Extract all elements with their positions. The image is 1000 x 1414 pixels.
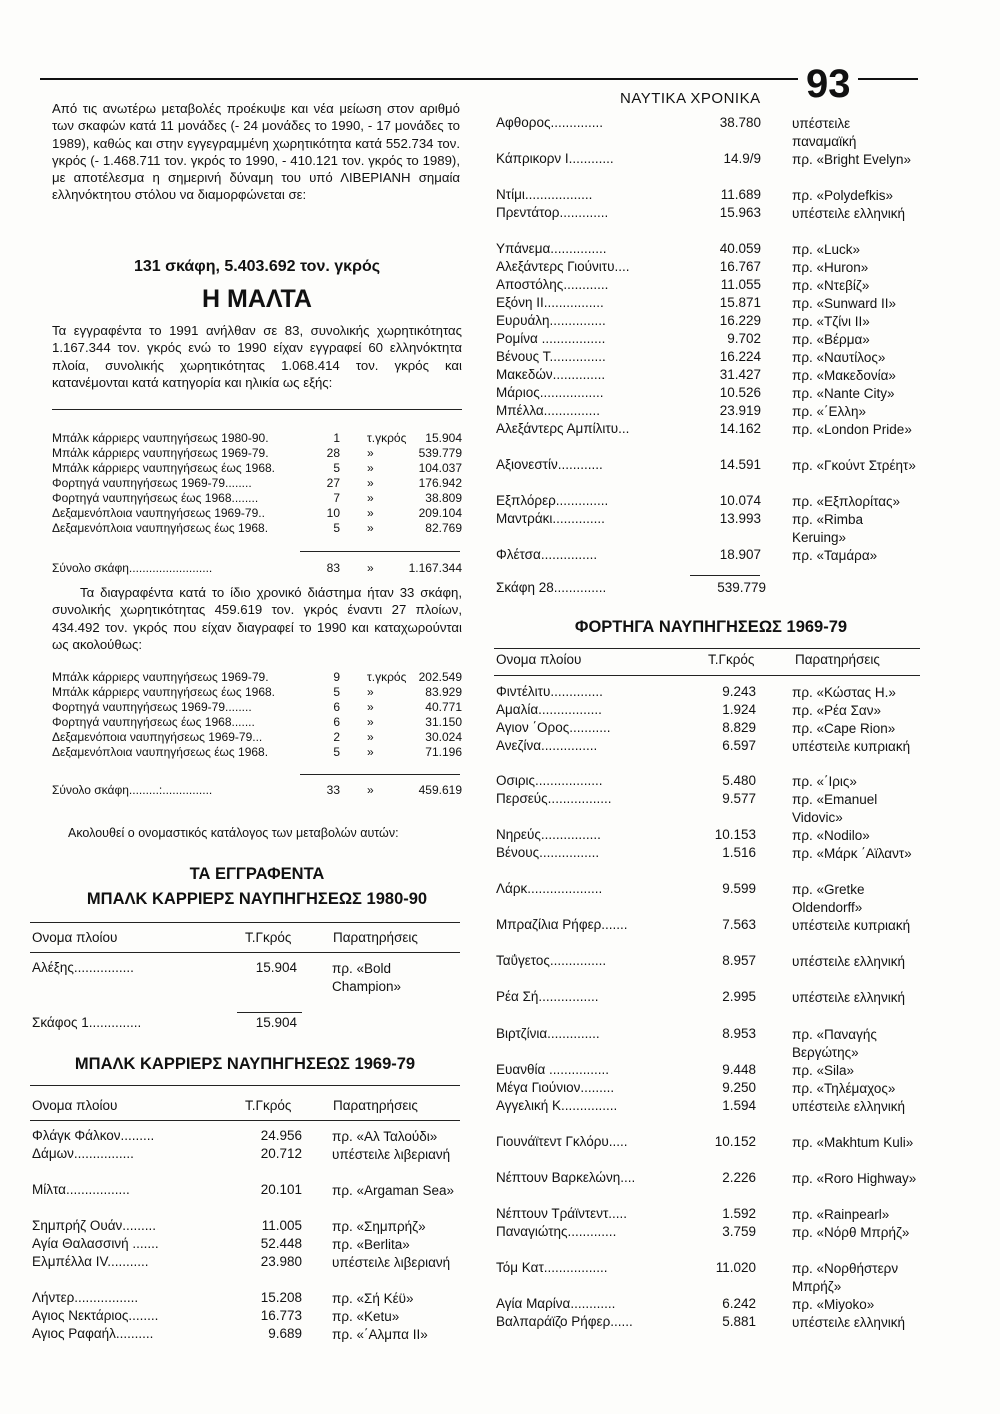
ship-note: πρ. «Makhtum Kuli» xyxy=(792,1135,914,1150)
ship-name: Οσιρις.................. xyxy=(496,773,603,788)
ship-grt: 11.005 xyxy=(261,1218,302,1233)
ship-count: 6 xyxy=(333,715,340,729)
ship-note: πρ. «΄Αλμπα ΙΙ» xyxy=(332,1327,428,1342)
ship-name: Αγιος Ραφαήλ.......... xyxy=(32,1326,154,1341)
ship-name: Αλέξης................ xyxy=(32,960,134,975)
ship-note: πρ. «Gretke Oldendorff» xyxy=(792,882,865,915)
unit-label: » xyxy=(367,685,374,699)
summary-row xyxy=(52,730,462,745)
total-grt: 539.779 xyxy=(717,580,766,595)
ship-note: πρ. «Ναυτίλος» xyxy=(792,350,886,365)
ship-grt: 1.592 xyxy=(722,1206,756,1221)
ship-note: πρ. «Rainpearl» xyxy=(792,1207,890,1222)
ship-name: Βένους................ xyxy=(496,845,600,860)
col-notes-header: Παρατηρήσεις xyxy=(333,930,418,945)
ship-note: υπέστειλε ελληνική xyxy=(792,1315,905,1330)
total-label: Σκάφη 28.............. xyxy=(496,580,607,595)
ship-note: πρ. «΄Ελλη» xyxy=(792,404,867,419)
ship-name: Φλέτσα............... xyxy=(496,547,598,562)
summary-row xyxy=(52,521,462,536)
ship-name: Ρέα Σή................ xyxy=(496,989,599,1004)
ship-grt: 1.924 xyxy=(722,702,756,717)
ship-note: πρ. «Nante City» xyxy=(792,386,895,401)
ship-grt: 8.957 xyxy=(722,953,756,968)
ship-grt: 1.516 xyxy=(722,845,756,860)
ship-note: πρ. «Κώστας Η.» xyxy=(792,685,896,700)
ship-grt: 13.993 xyxy=(719,511,761,526)
grt-value: 38.809 xyxy=(425,491,462,505)
ship-note: πρ. «Ketu» xyxy=(332,1309,400,1324)
summary-row xyxy=(52,700,462,715)
ship-note: υπέστειλε κυπριακή xyxy=(792,918,911,933)
bulk-1969-79-title: ΜΠΑΛΚ ΚΑΡΡΙΕΡΣ ΝΑΥΠΗΓΗΣΕΩΣ 1969-79 xyxy=(74,1055,416,1073)
grt-value: 15.904 xyxy=(425,431,462,445)
ship-name: Γιουνάϊτεντ Γκλόρυ..... xyxy=(496,1134,628,1149)
ship-note: πρ. «Αλ Ταλούδι» xyxy=(332,1129,438,1144)
summary-row xyxy=(52,685,462,700)
ship-grt: 14.162 xyxy=(719,421,761,436)
ship-count: 9 xyxy=(333,670,340,684)
ship-note: υπέστειλε ελληνική xyxy=(792,206,905,221)
ship-name: Νηρεύς................ xyxy=(496,827,601,842)
cargo-title: ΦΟΡΤΗΓΑ ΝΑΥΠΗΓΗΣΕΩΣ 1969-79 xyxy=(574,618,848,636)
registered-summary-total xyxy=(52,561,462,576)
unit-label: » xyxy=(367,476,374,490)
ship-note: πρ. «Ντεβίζ» xyxy=(792,278,870,293)
ship-grt: 40.059 xyxy=(719,241,761,256)
ship-note: πρ. «Rimba Keruing» xyxy=(792,512,864,545)
ship-name: Αγία Θαλασσινή ....... xyxy=(32,1236,159,1251)
total-value: 1.167.344 xyxy=(408,561,462,575)
ship-grt: 16.773 xyxy=(260,1308,302,1323)
grt-value: 202.549 xyxy=(418,670,462,684)
unit-label: τ.γκρός xyxy=(367,431,407,445)
ship-note: πρ. «Polydefkis» xyxy=(792,188,894,203)
ship-note: πρ. «Βέρμα» xyxy=(792,332,870,347)
table3-rule-top xyxy=(494,648,920,649)
summary-rule-total xyxy=(300,551,460,552)
ship-grt: 52.448 xyxy=(260,1236,302,1251)
unit-label: » xyxy=(367,715,374,729)
ship-grt: 1.594 xyxy=(722,1098,756,1113)
ship-note: υπέστειλε ελληνική xyxy=(792,990,905,1005)
table1-rule-header xyxy=(30,952,460,953)
ship-grt: 8.829 xyxy=(722,720,756,735)
ship-count: 10 xyxy=(326,506,340,520)
ship-count: 5 xyxy=(333,461,340,475)
col-grt-header: Τ.Γκρός xyxy=(245,1098,292,1113)
ship-grt: 6.242 xyxy=(722,1296,756,1311)
fleet-total: 131 σκάφη, 5.403.692 τον. γκρός xyxy=(133,258,381,275)
ship-note: πρ. «Sila» xyxy=(792,1063,855,1078)
grt-value: 40.771 xyxy=(425,700,462,714)
ship-grt: 16.767 xyxy=(719,259,761,274)
ship-grt: 9.577 xyxy=(722,791,756,806)
ship-grt: 9.243 xyxy=(722,684,756,699)
table2-rule-top xyxy=(30,1085,460,1086)
deleted-summary xyxy=(52,670,462,760)
registered-heading-line1: ΤΑ ΕΓΓΡΑΦΕΝΤΑ xyxy=(189,865,325,883)
ship-note: πρ. «Σημπρήζ» xyxy=(332,1219,426,1234)
col-grt-header: Τ.Γκρός xyxy=(245,930,292,945)
ship-grt: 15.904 xyxy=(255,960,297,975)
ship-name: Τόμ Κατ................. xyxy=(496,1260,608,1275)
category-label: Φορτηγά ναυπηγήσεως έως 1968........ xyxy=(52,491,259,505)
ship-name: Εξόνη ΙΙ................ xyxy=(496,295,604,310)
ship-name: Περσεύς................. xyxy=(496,791,612,806)
ship-name: Αξιονεστίν............ xyxy=(496,457,603,472)
total-value: 459.619 xyxy=(418,783,462,797)
category-label: Μπάλκ κάρριερς ναυπηγήσεως έως 1968. xyxy=(52,685,276,699)
ship-note: υπέστειλε παναμαϊκή xyxy=(792,116,857,149)
ship-grt: 15.963 xyxy=(719,205,761,220)
ship-name: Αποστόλης............ xyxy=(496,277,609,292)
ship-grt: 10.152 xyxy=(714,1134,756,1149)
summary-row xyxy=(52,506,462,521)
category-label: Φορτηγά ναυπηγήσεως 1969-79........ xyxy=(52,700,252,714)
grt-value: 82.769 xyxy=(425,521,462,535)
ship-name: Αλεξάντερς Γιούνιτυ.... xyxy=(496,259,630,274)
grt-value: 209.104 xyxy=(418,506,462,520)
total-label: Σύνολο σκάφη.........:............... xyxy=(52,783,213,797)
page-number: 93 xyxy=(806,62,851,106)
category-label: Μπάλκ κάρριερς ναυπηγήσεως 1969-79. xyxy=(52,670,269,684)
ship-note: πρ. «Εξπλορίτας» xyxy=(792,494,901,509)
right-total-rule xyxy=(690,575,760,576)
ship-grt: 18.907 xyxy=(719,547,761,562)
summary-row xyxy=(52,476,462,491)
grt-value: 31.150 xyxy=(425,715,462,729)
ship-grt: 14.591 xyxy=(719,457,761,472)
unit-label: τ.γκρός xyxy=(367,670,407,684)
ship-name: Ρομίνα ................. xyxy=(496,331,606,346)
unit-label: » xyxy=(367,506,374,520)
intro-paragraph: Από τις ανωτέρω μεταβολές προέκυψε και νέα μείωση στον αριθμό των σκαφών κατά 11 μονάδες (- 24 μονάδες το 1990, - 17 μονάδες το 1989), καθώς και στην εγγεγραμμένη χωρητικότητα κατά 552.734 τον. γκρός (- 1.468.711 τον. γκρός το 1990, - 410.121 τον. γκρός το 1989), με αποτέλεσμα η σημερινή δύναμη του υπό ΛΙΒΕΡΙΑΝΗ σημαία ελληνόκτητου στόλου να διαμορφώνεται σε: xyxy=(52,101,460,203)
ship-name: Νέπτουν Τράϊντεντ..... xyxy=(496,1206,628,1221)
ship-count: 5 xyxy=(333,685,340,699)
ship-name: Μαντράκι.............. xyxy=(496,511,605,526)
ship-note: πρ. «Roro Highway» xyxy=(792,1171,917,1186)
ship-note: πρ. «Ταμάρα» xyxy=(792,548,878,563)
category-label: Μπάλκ κάρριερς ναυπηγήσεως έως 1968. xyxy=(52,461,276,475)
ship-grt: 10.074 xyxy=(719,493,761,508)
bulk-1980-90-table xyxy=(32,960,462,1030)
category-label: Μπάλκ κάρριερς ναυπηγήσεως 1980-90. xyxy=(52,431,269,445)
ship-grt: 31.427 xyxy=(719,367,761,382)
ship-name: Υπάνεμα............... xyxy=(496,241,607,256)
deleted-paragraph: Τα διαγραφέντα κατά το ίδιο χρονικό διάστημα ήταν 33 σκάφη, συνολικής χωρητικότητας 459.619 τον. γκρός έναντι 27 πλοίων, 434.492 τον. γκρός που είχαν διαγραφεί το 1990 και καταχωρούνται ως ακολούθως: xyxy=(52,585,462,652)
malta-title: Η ΜΑΛΤΑ xyxy=(202,285,312,313)
ship-name: Ευανθία ................ xyxy=(496,1062,610,1077)
ship-note: υπέστειλε λιβεριανή xyxy=(332,1147,451,1162)
category-label: Φορτηγά ναυπηγήσεως έως 1968....... xyxy=(52,715,255,729)
header-rule-left xyxy=(40,78,798,80)
grt-value: 30.024 xyxy=(425,730,462,744)
ship-grt: 9.689 xyxy=(268,1326,302,1341)
ship-grt: 9.599 xyxy=(722,881,756,896)
ship-note: πρ. «Emanuel Vidovic» xyxy=(792,792,878,825)
ship-grt: 20.101 xyxy=(260,1182,302,1197)
ship-note: πρ. «Ρέα Σαν» xyxy=(792,703,881,718)
ship-grt: 10.526 xyxy=(719,385,761,400)
ship-note: πρ. «Τηλέμαχος» xyxy=(792,1081,896,1096)
total-label: Σκάφος 1.............. xyxy=(32,1015,142,1030)
ship-name: Παναγιώτης............. xyxy=(496,1224,617,1239)
ship-name: Ευρυάλη............... xyxy=(496,313,606,328)
total-unit: » xyxy=(367,783,374,797)
ship-note: πρ. «Νόρθ Μπρήζ» xyxy=(792,1225,910,1240)
ship-name: Αμαλία................. xyxy=(496,702,602,717)
table1-rule-top xyxy=(30,922,460,923)
ship-grt: 11.689 xyxy=(720,187,761,202)
ship-name: Κάπρικορν Ι............ xyxy=(496,151,614,166)
ship-grt: 20.712 xyxy=(260,1146,302,1161)
ship-name: Μπέλλα............... xyxy=(496,403,600,418)
summary-row xyxy=(52,461,462,476)
ship-name: Αλεξάντερς Αμπίλιτυ... xyxy=(496,421,630,436)
ship-count: 28 xyxy=(326,446,340,460)
ship-note: πρ. «Νορθήστερν Μπρήζ» xyxy=(792,1261,899,1294)
deleted-summary-total xyxy=(52,783,462,798)
ship-name: Μακεδών.............. xyxy=(496,367,606,382)
ship-name: Βαλπαράϊζο Ρήφερ...... xyxy=(496,1314,633,1329)
category-label: Δεξαμενόπλοια ναυπηγήσεως έως 1968. xyxy=(52,521,269,535)
bulk-1969-79-right-table xyxy=(496,115,926,575)
ship-name: Λήντερ................. xyxy=(32,1290,139,1305)
ship-note: πρ. «Berlita» xyxy=(332,1237,410,1252)
ship-grt: 11.020 xyxy=(715,1260,756,1275)
unit-label: » xyxy=(367,521,374,535)
ship-grt: 2.226 xyxy=(722,1170,756,1185)
ship-name: Ντίμι.................. xyxy=(496,187,593,202)
ship-grt: 3.759 xyxy=(722,1224,756,1239)
category-label: Δεξαμενόπλοια ναυπηγήσεως έως 1968. xyxy=(52,745,269,759)
ship-count: 5 xyxy=(333,521,340,535)
registered-heading-line2: ΜΠΑΛΚ ΚΑΡΡΙΕΡΣ ΝΑΥΠΗΓΗΣΕΩΣ 1980-90 xyxy=(86,890,428,908)
ship-name: Σημπρήζ Ουάν......... xyxy=(32,1218,157,1233)
unit-label: » xyxy=(367,491,374,505)
ship-count: 1 xyxy=(333,431,340,445)
ship-grt: 5.881 xyxy=(722,1314,756,1329)
ship-name: Νέπτουν Βαρκελώνη.... xyxy=(496,1170,636,1185)
col-name-header: Ονομα πλοίου xyxy=(496,652,582,667)
grt-value: 83.929 xyxy=(425,685,462,699)
ship-name: Μέγα Γιούνιον......... xyxy=(496,1080,615,1095)
ship-name: Μίλτα................. xyxy=(32,1182,130,1197)
col-grt-header: Τ.Γκρός xyxy=(708,652,755,667)
total-grt: 15.904 xyxy=(255,1015,297,1030)
category-label: Δεξαμενόπλοια ναυπηγήσεως 1969-79.. xyxy=(52,506,265,520)
ship-grt: 16.224 xyxy=(719,349,761,364)
ship-note: πρ. «Luck» xyxy=(792,242,861,257)
summary-rule-top xyxy=(52,409,462,410)
deleted-rule-total xyxy=(300,774,460,775)
ship-grt: 24.956 xyxy=(260,1128,302,1143)
ship-grt: 23.919 xyxy=(719,403,761,418)
ship-name: Φλάγκ Φάλκον......... xyxy=(32,1128,155,1143)
grt-value: 176.942 xyxy=(418,476,462,490)
ship-name: Αγιος Νεκτάριος........ xyxy=(32,1308,159,1323)
grt-value: 104.037 xyxy=(418,461,462,475)
cargo-1969-79-table xyxy=(496,684,926,1354)
ship-note: πρ. «London Pride» xyxy=(792,422,912,437)
grt-value: 71.196 xyxy=(425,745,462,759)
ship-note: πρ. «Miyoko» xyxy=(792,1297,875,1312)
ship-grt: 9.448 xyxy=(722,1062,756,1077)
col-name-header: Ονομα πλοίου xyxy=(32,1098,118,1113)
total-label: Σύνολο σκάφη......................... xyxy=(52,561,213,575)
ship-note: πρ. «Bold Champion» xyxy=(332,961,402,994)
ship-name: Βένους Τ............... xyxy=(496,349,606,364)
ship-name: Εξπλόρερ.............. xyxy=(496,493,609,508)
unit-label: » xyxy=(367,446,374,460)
table1-total-rule xyxy=(237,1012,302,1013)
ship-grt: 9.250 xyxy=(722,1080,756,1095)
total-count: 33 xyxy=(326,783,340,797)
unit-label: » xyxy=(367,745,374,759)
ship-note: υπέστειλε κυπριακή xyxy=(792,739,911,754)
list-intro: Ακολουθεί ο ονομαστικός κατάλογος των μεταβολών αυτών: xyxy=(68,826,399,840)
ship-name: Αγιον ΄Ορος........... xyxy=(496,720,611,735)
ship-name: Δάμων................ xyxy=(32,1146,134,1161)
ship-note: υπέστειλε ελληνική xyxy=(792,1099,905,1114)
summary-row xyxy=(52,491,462,506)
unit-label: » xyxy=(367,461,374,475)
table3-rule-header xyxy=(494,675,920,676)
ship-name: Αγγελική Κ............... xyxy=(496,1098,618,1113)
ship-grt: 7.563 xyxy=(722,917,756,932)
bulk-1969-79-left-table xyxy=(32,1128,462,1373)
ship-name: Φιντέλιτυ.............. xyxy=(496,684,603,699)
summary-row xyxy=(52,670,462,685)
ship-grt: 2.995 xyxy=(722,989,756,1004)
summary-row xyxy=(52,715,462,730)
ship-grt: 38.780 xyxy=(719,115,761,130)
header-rule-right xyxy=(858,78,918,80)
ship-grt: 9.702 xyxy=(727,331,761,346)
total-count: 83 xyxy=(326,561,340,575)
ship-count: 7 xyxy=(333,491,340,505)
ship-name: Ταΰγετος............... xyxy=(496,953,607,968)
ship-name: Πρεντάτορ............. xyxy=(496,205,609,220)
running-title: ΝΑΥΤΙΚΑ ΧΡΟΝΙΚΑ xyxy=(620,90,761,107)
ship-grt: 15.208 xyxy=(260,1290,302,1305)
ship-note: υπέστειλε λιβεριανή xyxy=(332,1255,451,1270)
ship-grt: 6.597 xyxy=(722,738,756,753)
ship-count: 5 xyxy=(333,745,340,759)
ship-name: Μπραζίλια Ρήφερ....... xyxy=(496,917,628,932)
col-name-header: Ονομα πλοίου xyxy=(32,930,118,945)
summary-row xyxy=(52,745,462,760)
ship-note: πρ. «Μάρκ ΄Αϊλαντ» xyxy=(792,846,912,861)
ship-grt: 23.980 xyxy=(260,1254,302,1269)
col-notes-header: Παρατηρήσεις xyxy=(795,652,880,667)
ship-note: πρ. «Bright Evelyn» xyxy=(792,152,912,167)
ship-note: πρ. «΄Ιρις» xyxy=(792,774,857,789)
table2-rule-header xyxy=(30,1120,460,1121)
ship-grt: 10.153 xyxy=(714,827,756,842)
unit-label: » xyxy=(367,700,374,714)
summary-row xyxy=(52,431,462,446)
ship-grt: 5.480 xyxy=(722,773,756,788)
ship-count: 27 xyxy=(326,476,340,490)
ship-name: Λάρκ.................... xyxy=(496,881,603,896)
ship-grt: 16.229 xyxy=(719,313,761,328)
bulk-1969-79-total xyxy=(496,580,926,600)
ship-note: πρ. «Σή Κέϋ» xyxy=(332,1291,414,1306)
ship-name: Μάριος................. xyxy=(496,385,604,400)
registered-summary xyxy=(52,431,462,536)
grt-value: 539.779 xyxy=(418,446,462,460)
ship-count: 2 xyxy=(333,730,340,744)
ship-grt: 15.871 xyxy=(719,295,761,310)
ship-note: πρ. «Τζίνι ΙΙ» xyxy=(792,314,870,329)
ship-grt: 14.9/9 xyxy=(723,151,761,166)
ship-grt: 8.953 xyxy=(722,1026,756,1041)
ship-note: πρ. «Sunward II» xyxy=(792,296,897,311)
ship-note: υπέστειλε ελληνική xyxy=(792,954,905,969)
summary-row xyxy=(52,446,462,461)
ship-note: πρ. «Παναγής Βεργώτης» xyxy=(792,1027,877,1060)
ship-note: πρ. «Argaman Sea» xyxy=(332,1183,455,1198)
col-notes-header: Παρατηρήσεις xyxy=(333,1098,418,1113)
unit-label: » xyxy=(367,730,374,744)
ship-name: Ανεζίνα............... xyxy=(496,738,598,753)
total-unit: » xyxy=(367,561,374,575)
category-label: Δεξαμενόποια ναυπηγήσεως 1969-79... xyxy=(52,730,263,744)
ship-count: 6 xyxy=(333,700,340,714)
ship-name: Αφθορος.............. xyxy=(496,115,603,130)
category-label: Φορτηγά ναυπηγήσεως 1969-79........ xyxy=(52,476,252,490)
ship-note: πρ. «Γκούντ Στρέητ» xyxy=(792,458,916,473)
ship-note: πρ. «Cape Rion» xyxy=(792,721,896,736)
ship-grt: 11.055 xyxy=(720,277,761,292)
ship-name: Αγία Μαρίνα............ xyxy=(496,1296,616,1311)
ship-note: πρ. «Nodilo» xyxy=(792,828,870,843)
malta-paragraph: Τα εγγραφέντα το 1991 ανήλθαν σε 83, συνολικής χωρητικότητας 1.167.344 τον. γκρός ενώ το 1990 είχαν εγγραφεί 60 ελληνόκτητα πλοία, συνολικής χωρητικότητας 1.068.414 τον. γκρός και κατανέμονται κατά κατηγορία και ηλικία ως εξής: xyxy=(52,323,462,390)
ship-name: Βιρτζίνια.............. xyxy=(496,1026,600,1041)
ship-name: Ελμπέλλα IV........... xyxy=(32,1254,149,1269)
ship-note: πρ. «Μακεδονία» xyxy=(792,368,896,383)
ship-note: πρ. «Huron» xyxy=(792,260,869,275)
category-label: Μπάλκ κάρριερς ναυπηγήσεως 1969-79. xyxy=(52,446,269,460)
